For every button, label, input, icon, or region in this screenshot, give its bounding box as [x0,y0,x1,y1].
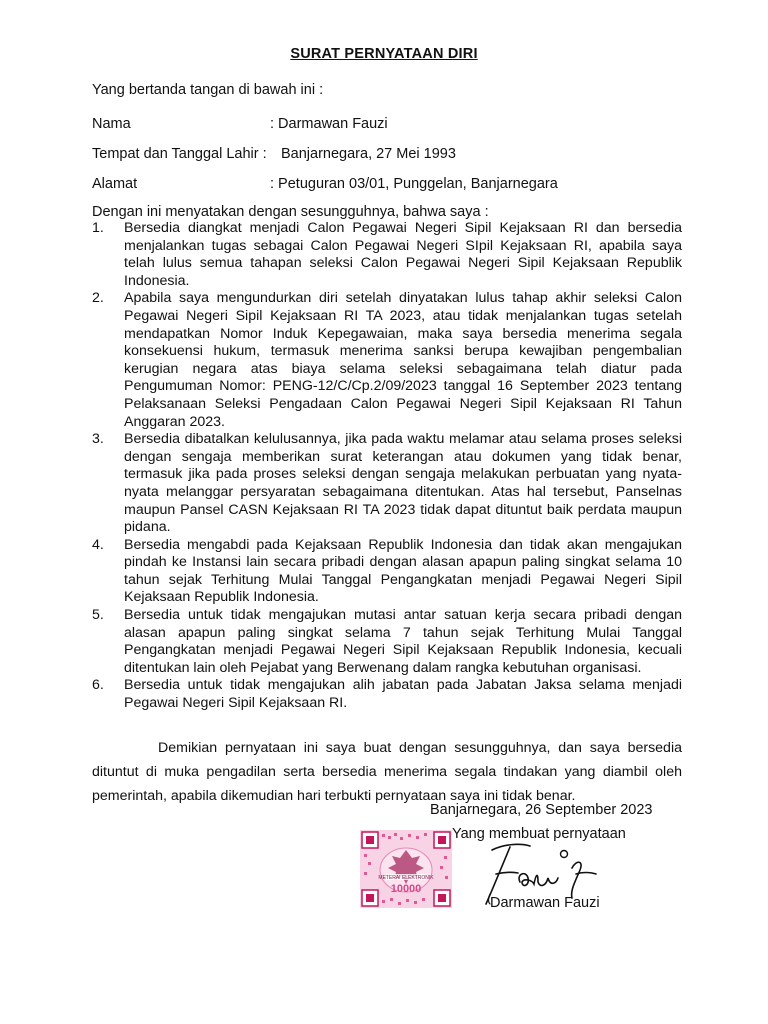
closing-paragraph [92,736,682,808]
item-text: Bersedia untuk tidak mengajukan alih jabatan pada Jabatan Jaksa selama menjadi Pegawai Negeri Sipil Kejaksaan RI. [124,677,682,712]
stamp-label: METERAI ELEKTRONIK [378,875,434,881]
item-number: 1. [92,220,104,236]
item-number: 5. [92,607,104,624]
list-item [92,220,682,290]
item-number: 2. [92,290,104,307]
closing-text: Demikian pernyataan ini saya buat dengan sesungguhnya, dan saya bersedia dituntut di muka pengadilan serta bersedia menerima segala tindakan yang diambil oleh pemerintah, apabila dikemudian hari terbukti pernyataan saya ini tidak benar. [92,740,682,804]
list-item [92,607,682,677]
field-value-address: : Petuguran 03/01, Punggelan, Banjarnegara [270,176,558,192]
item-number: 6. [92,677,104,694]
document-title: SURAT PERNYATAAN DIRI [290,46,478,62]
statement-intro: Dengan ini menyatakan dengan sesungguhnya, bahwa saya : [92,204,489,220]
field-value-name: : Darmawan Fauzi [270,116,388,132]
item-text: Apabila saya mengundurkan diri setelah dinyatakan lulus tahap akhir seleksi Calon Pegawai Negeri Sipil Kejaksaan RI TA 2023, atau tidak menjalankan tugas setelah mendapatkan Nomor Induk Kepegawaian, maka saya bersedia menerima segala konsekuensi hukum, termasuk menerima sanksi berupa kewajiban pengembalian kerugian negara atas biaya selama seleksi sebagaimana telah diatur pada Pengumuman Nomor: PENG-12/C/Cp.2/09/2023 tanggal 16 September 2023 tentang Pelaksanaan Seleksi Pengadaan Calon Pegawai Negeri Sipil Kejaksaan RI Tahun Anggaran 2023. [124,290,682,430]
place-date: Banjarnegara, 26 September 2023 [430,802,653,818]
statement-list [92,220,682,713]
item-text: Bersedia dibatalkan kelulusannya, jika pada waktu melamar atau selama proses seleksi dengan sengaja memberikan surat keterangan atau dokumen yang tidak benar, termasuk jika pada proses seleksi dengan sengaja melakukan perbuatan yang nyata-nyata melanggar persyaratan sebagaimana ditentukan. Atas hal tersebut, Panselnas maupun Pansel CASN Kejaksaan RI TA 2023 tidak dapat dituntut baik perdata maupun pidana. [124,431,682,536]
item-text: Bersedia diangkat menjadi Calon Pegawai Negeri Sipil Kejaksaan RI dan bersedia menjalankan tugas sebagai Calon Pegawai Negeri SIpil Kejaksaan RI, apabila saya telah lulus semua tahapan seleksi Calon Pegawai Negeri Sipil Kejaksaan Republik Indonesia. [124,220,682,289]
field-label-address: Alamat [92,176,138,192]
maker-label: Yang membuat pernyataan [452,826,626,842]
field-label-birth: Tempat dan Tanggal Lahir : [92,146,267,162]
signer-name: Darmawan Fauzi [490,895,600,911]
field-label-name: Nama [92,116,131,132]
stamp-value: 10000 [390,883,422,895]
field-value-birth: Banjarnegara, 27 Mei 1993 [281,146,456,162]
list-item [92,537,682,607]
item-text: Bersedia untuk tidak mengajukan mutasi antar satuan kerja secara pribadi dengan alasan apapun paling singkat selama 7 tahun sejak Terhitung Mulai Tanggal Pengangkatan menjadi Pegawai Negeri Sipil Kejaksaan Republik Indonesia, kecuali ditentukan lain oleh Pejabat yang Berwenang dalam rangka kebutuhan organisasi. [124,607,682,676]
item-number: 4. [92,536,104,553]
intro-text: Yang bertanda tangan di bawah ini : [92,82,324,98]
list-item [92,431,682,537]
meterai-stamp-icon [360,830,452,908]
list-item [92,677,682,712]
list-item [92,290,682,431]
item-number: 3. [92,431,104,448]
item-text: Bersedia mengabdi pada Kejaksaan Republik Indonesia dan tidak akan mengajukan pindah ke Instansi lain secara pribadi dengan alasan apapun paling singkat selama 10 tahun sejak Terhitung Mulai Tanggal Pengangkatan menjadi Pegawai Negeri Sipil Kejaksaan Republik Indonesia. [124,536,682,606]
